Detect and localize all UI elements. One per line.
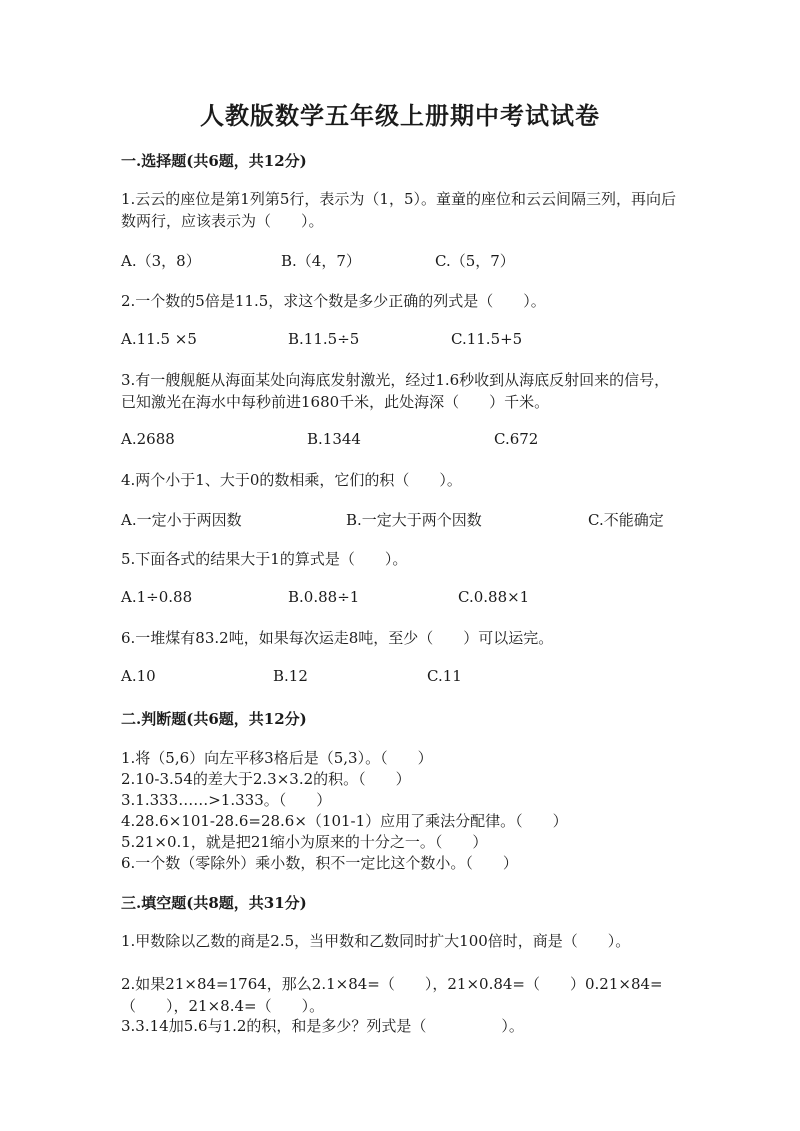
section-heading-choice: 一.选择题(共6题，共12分) xyxy=(121,152,307,170)
judgment-item-3: 3.1.333……>1.333。（ ） xyxy=(121,791,332,809)
question-5-stem: 5.下面各式的结果大于1的算式是（ ）。 xyxy=(121,550,408,568)
question-2-stem: 2.一个数的5倍是11.5，求这个数是多少正确的列式是（ ）。 xyxy=(121,292,546,310)
question-6-option-c: C.11 xyxy=(427,667,462,685)
question-6-option-a: A.10 xyxy=(121,667,156,685)
question-1-option-a: A.（3，8） xyxy=(121,252,201,270)
fill-item-1: 1.甲数除以乙数的商是2.5，当甲数和乙数同时扩大100倍时，商是（ ）。 xyxy=(121,932,631,950)
question-3-option-b: B.1344 xyxy=(307,430,361,448)
question-2-option-c: C.11.5+5 xyxy=(451,330,523,348)
page-title: 人教版数学五年级上册期中考试试卷 xyxy=(200,101,600,130)
question-6-stem: 6.一堆煤有83.2吨，如果每次运走8吨，至少（ ）可以运完。 xyxy=(121,629,554,647)
question-5-option-a: A.1÷0.88 xyxy=(121,588,193,606)
question-5-option-b: B.0.88÷1 xyxy=(288,588,360,606)
fill-item-2: 2.如果21×84=1764，那么2.1×84=（ ），21×0.84=（ ）0.21×84=（ ），21×8.4=（ ）。 xyxy=(121,975,663,1015)
question-3-option-a: A.2688 xyxy=(121,430,175,448)
section-heading-fill: 三.填空题(共8题，共31分) xyxy=(121,894,307,912)
question-3-option-c: C.672 xyxy=(494,430,539,448)
fill-item-3: 3.3.14加5.6与1.2的积，和是多少？列式是（ ）。 xyxy=(121,1017,524,1035)
question-2-option-b: B.11.5÷5 xyxy=(288,330,360,348)
question-4-option-b: B.一定大于两个因数 xyxy=(346,511,482,529)
question-1-stem: 1.云云的座位是第1列第5行，表示为（1，5）。童童的座位和云云间隔三列，再向后数两行，应该表示为（ ）。 xyxy=(121,190,676,230)
question-5-option-c: C.0.88×1 xyxy=(458,588,530,606)
judgment-item-1: 1.将（5,6）向左平移3格后是（5,3）。（ ） xyxy=(121,749,433,767)
question-1-option-b: B.（4，7） xyxy=(281,252,361,270)
question-4-option-a: A.一定小于两因数 xyxy=(121,511,242,529)
section-heading-judgment: 二.判断题(共6题，共12分) xyxy=(121,710,307,728)
question-4-stem: 4.两个小于1、大于0的数相乘，它们的积（ ）。 xyxy=(121,471,462,489)
question-2-option-a: A.11.5 ×5 xyxy=(121,330,197,348)
judgment-item-4: 4.28.6×101-28.6=28.6×（101-1）应用了乘法分配律。（ ） xyxy=(121,812,568,830)
question-4-option-c: C.不能确定 xyxy=(588,511,664,529)
judgment-item-5: 5.21×0.1，就是把21缩小为原来的十分之一。（ ） xyxy=(121,833,488,851)
question-3-stem: 3.有一艘舰艇从海面某处向海底发射激光，经过1.6秒收到从海底反射回来的信号，已知激光在海水中每秒前进1680千米，此处海深（ ）千米。 xyxy=(121,371,670,411)
question-1-option-c: C.（5，7） xyxy=(435,252,515,270)
judgment-item-2: 2.10-3.54的差大于2.3×3.2的积。（ ） xyxy=(121,770,411,788)
judgment-item-6: 6.一个数（零除外）乘小数，积不一定比这个数小。（ ） xyxy=(121,854,518,872)
question-6-option-b: B.12 xyxy=(273,667,308,685)
